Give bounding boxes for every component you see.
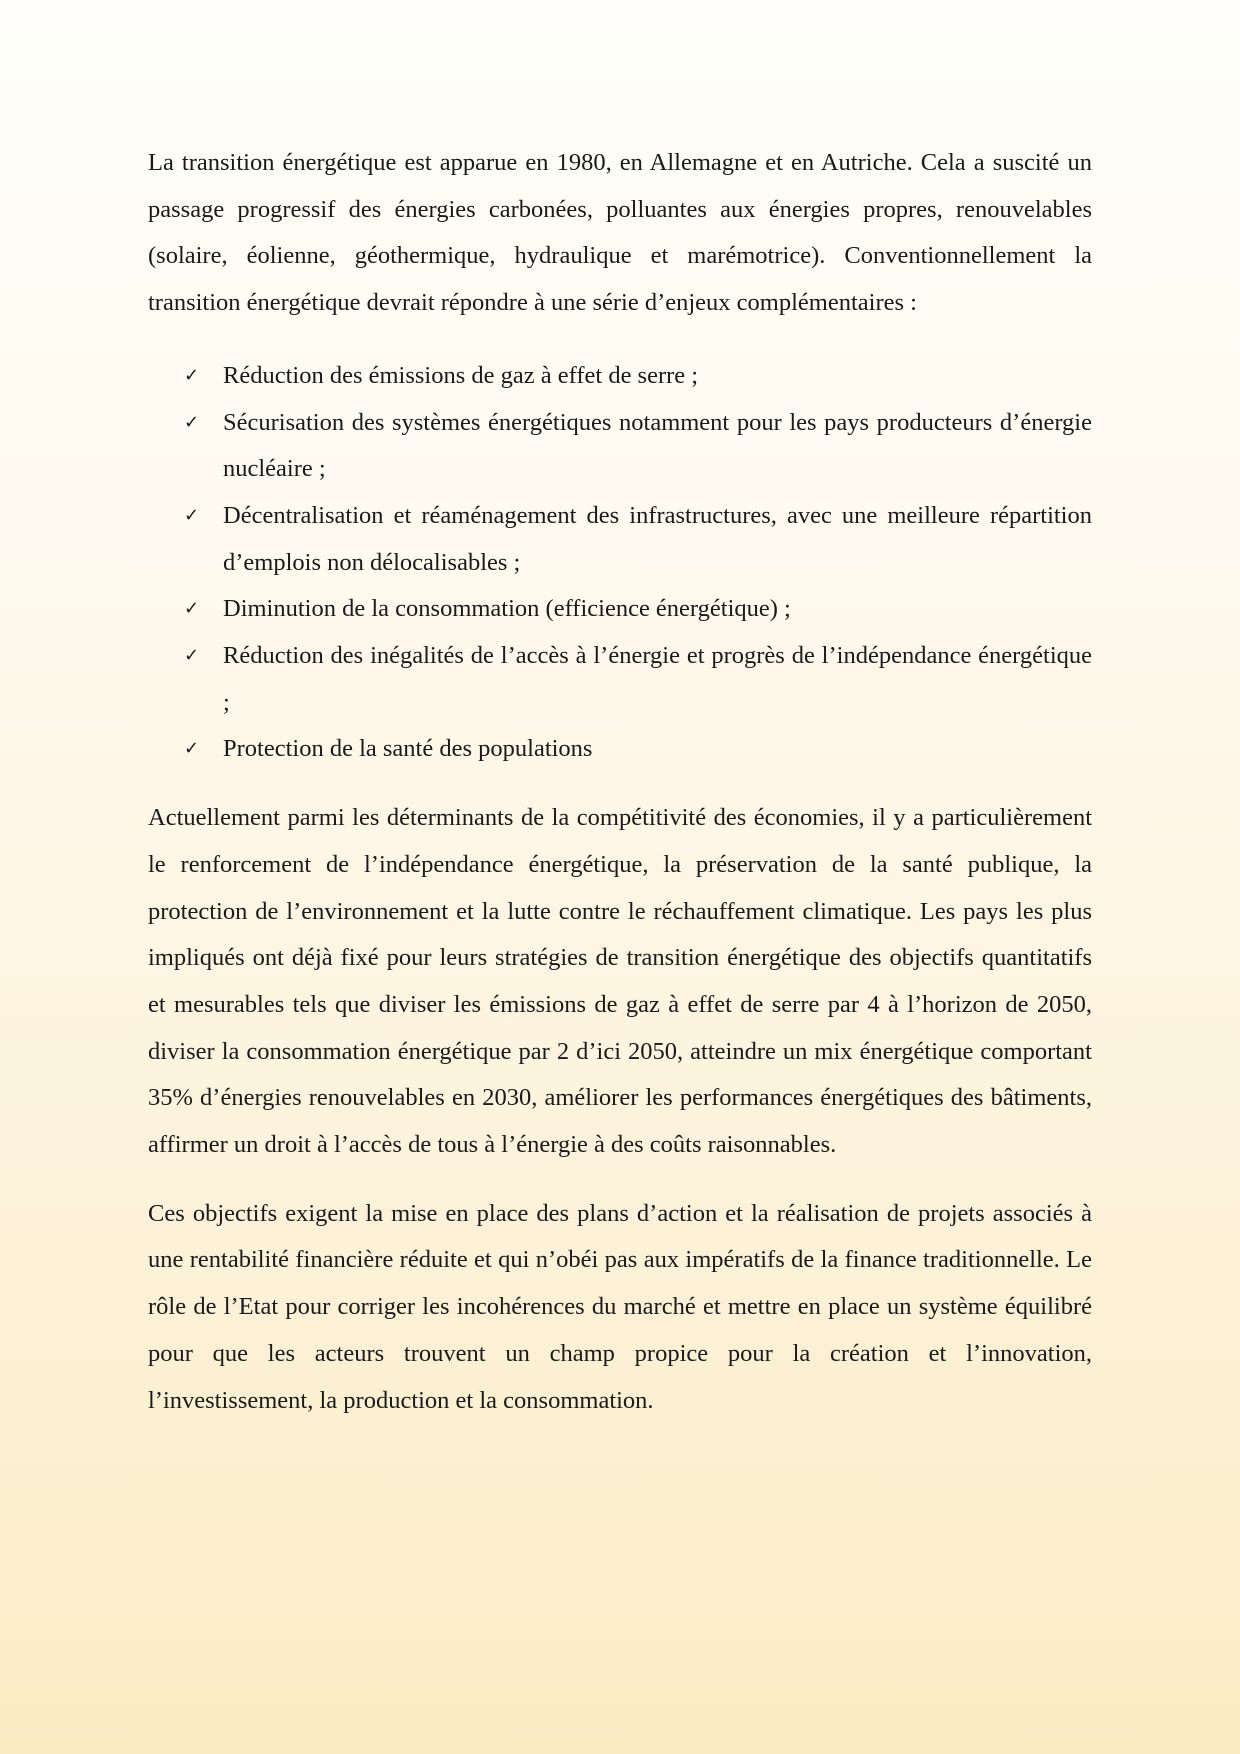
checkmark-icon: ✓: [184, 738, 200, 760]
list-item-text: Réduction des inégalités de l’accès à l’énergie et progrès de l’indépendance énergétique ;: [223, 642, 1092, 716]
list-item: [148, 400, 1092, 493]
list-item-text: Diminution de la consommation (efficience énergétique) ;: [223, 595, 791, 623]
checkmark-icon: ✓: [184, 598, 200, 620]
list-item: [148, 353, 1092, 400]
checkmark-icon: ✓: [184, 364, 200, 386]
intro-paragraph: La transition énergétique est apparue en 1980, en Allemagne et en Autriche. Cela a suscité un passage progressif des énergies carbonées, polluantes aux énergies propres, renouvelables (solaire, éolienne, géothermique, hydraulique et marémotrice). Conventionnellement la transition énergétique devrait répondre à une série d’enjeux complémentaires :: [148, 149, 1092, 317]
competitiveness-paragraph: Actuellement parmi les déterminants de la compétitivité des économies, il y a particulièrement le renforcement de l’indépendance énergétique, la préservation de la santé publique, la protection de l’environnement et la lutte contre le réchauffement climatique. Les pays les plus impliqués ont déjà fixé pour leurs stratégies de transition énergétique des objectifs quantitatifs et mesurables tels que diviser les émissions de gaz à effet de serre par 4 à l’horizon de 2050, diviser la consommation énergétique par 2 d’ici 2050, atteindre un mix énergétique comportant 35% d’énergies renouvelables en 2030, améliorer les performances énergétiques des bâtiments, affirmer un droit à l’accès de tous à l’énergie à des coûts raisonnables.: [148, 804, 1092, 1159]
list-item: [148, 726, 1092, 773]
challenges-list: [148, 353, 1092, 773]
list-item-text: Décentralisation et réaménagement des infrastructures, avec une meilleure répartition d’emplois non délocalisables ;: [223, 501, 1092, 576]
objectives-paragraph: Ces objectifs exigent la mise en place des plans d’action et la réalisation de projets associés à une rentabilité financière réduite et qui n’obéi pas aux impératifs de la finance traditionnelle. Le rôle de l’Etat pour corriger les incohérences du marché et mettre en place un système équilibré pour que les acteurs trouvent un champ propice pour la création et l’innovation, l’investissement, la production et la consommation.: [148, 1199, 1092, 1414]
list-item-text: Protection de la santé des populations: [223, 735, 593, 763]
list-item: [148, 633, 1092, 726]
list-item: [148, 586, 1092, 633]
list-item-text: Réduction des émissions de gaz à effet de serre ;: [223, 361, 699, 389]
checkmark-icon: ✓: [184, 411, 200, 433]
list-item: [148, 493, 1092, 586]
checkmark-icon: ✓: [184, 504, 200, 526]
list-item-text: Sécurisation des systèmes énergétiques notamment pour les pays producteurs d’énergie nucléaire ;: [223, 408, 1092, 483]
checkmark-icon: ✓: [184, 645, 200, 667]
